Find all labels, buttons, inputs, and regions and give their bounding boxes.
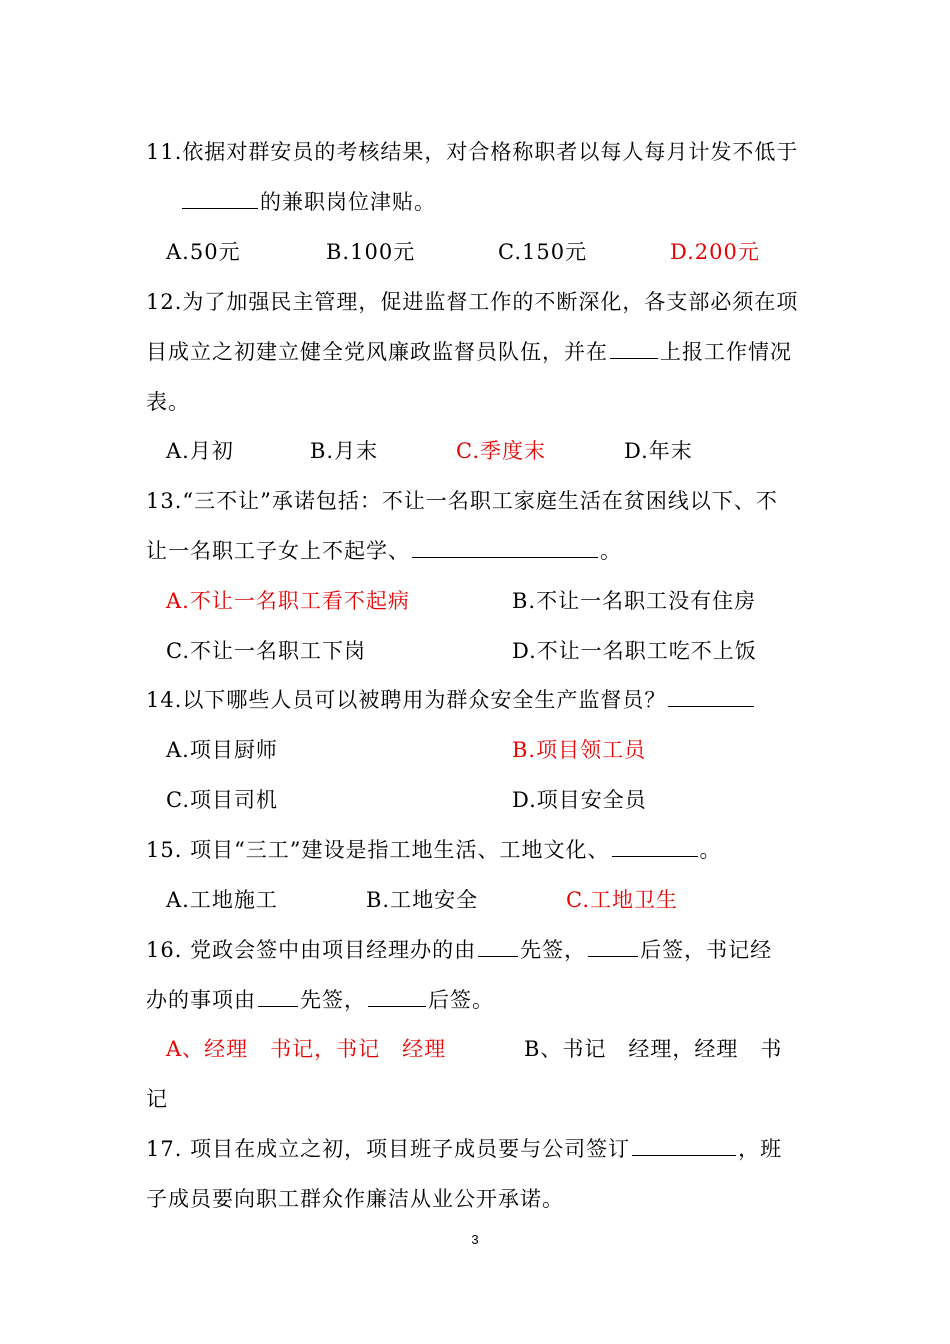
q12-stem-line3: 表。 [146,390,190,414]
q15-option-b: B.工地安全 [366,888,479,912]
q11-option-a: A.50元 [166,240,241,264]
q17-stem-line2: 子成员要向职工群众作廉洁从业公开承诺。 [146,1187,564,1211]
q12-option-b: B.月末 [310,439,379,463]
q16-stem-line2: 办的事项由 先签， 后签。 [146,988,494,1012]
q13-option-d: D.不让一名职工吃不上饭 [512,639,757,663]
q16-option-b: B、书记 经理，经理 书 [524,1037,783,1061]
q14-option-a: A.项目厨师 [166,738,278,762]
answer-blank [612,836,698,857]
q12-option-d: D.年末 [624,439,693,463]
answer-blank [368,986,426,1007]
q11-option-d-answer: D.200元 [670,240,760,264]
q15-option-c-answer: C.工地卫生 [566,888,678,912]
q14-stem-line1: 14.以下哪些人员可以被聘用为群众安全生产监督员？ [146,686,756,714]
answer-blank [182,188,258,209]
q14-option-c: C.项目司机 [166,788,278,812]
q11-option-b: B.100元 [326,240,416,264]
answer-blank [412,537,598,558]
answer-blank [478,936,518,957]
q12-stem-line2: 目成立之初建立健全党风廉政监督员队伍，并在 上报工作情况 [146,340,792,364]
q12-option-a: A.月初 [166,439,234,463]
q13-stem-line1: 13.“三不让”承诺包括：不让一名职工家庭生活在贫困线以下、不 [146,489,778,513]
answer-blank [258,986,298,1007]
q16-stem-line1: 16. 党政会签中由项目经理办的由 先签， 后签，书记经 [146,938,773,962]
q12-stem-line1: 12.为了加强民主管理，促进监督工作的不断深化，各支部必须在项 [146,290,799,314]
q14-option-b-answer: B.项目领工员 [512,738,647,762]
q15-option-a: A.工地施工 [166,888,278,912]
q11-option-c: C.150元 [498,240,588,264]
q15-stem-line1: 15. 项目“三工”建设是指工地生活、工地文化、 。 [146,838,722,862]
answer-blank [610,338,658,359]
q13-option-c: C.不让一名职工下岗 [166,639,366,663]
q17-stem-line1: 17. 项目在成立之初，项目班子成员要与公司签订 ，班 [146,1137,783,1161]
page-number: 3 [471,1232,479,1247]
q16-option-a-answer: A、经理 书记，书记 经理 [166,1037,447,1061]
answer-blank [588,936,638,957]
q11-stem-line2: 的兼职岗位津贴。 [180,188,436,216]
answer-blank [668,686,754,707]
q14-option-d: D.项目安全员 [512,788,647,812]
answer-blank [632,1135,736,1156]
q13-stem-line2: 让一名职工子女上不起学、 。 [146,539,622,563]
q16-option-b-wrap: 记 [146,1087,168,1111]
q11-stem-line1: 11.依据对群安员的考核结果，对合格称职者以每人每月计发不低于 [146,140,799,164]
q12-option-c-answer: C.季度末 [456,439,546,463]
q13-option-b: B.不让一名职工没有住房 [512,589,757,613]
q13-option-a-answer: A.不让一名职工看不起病 [166,589,410,613]
